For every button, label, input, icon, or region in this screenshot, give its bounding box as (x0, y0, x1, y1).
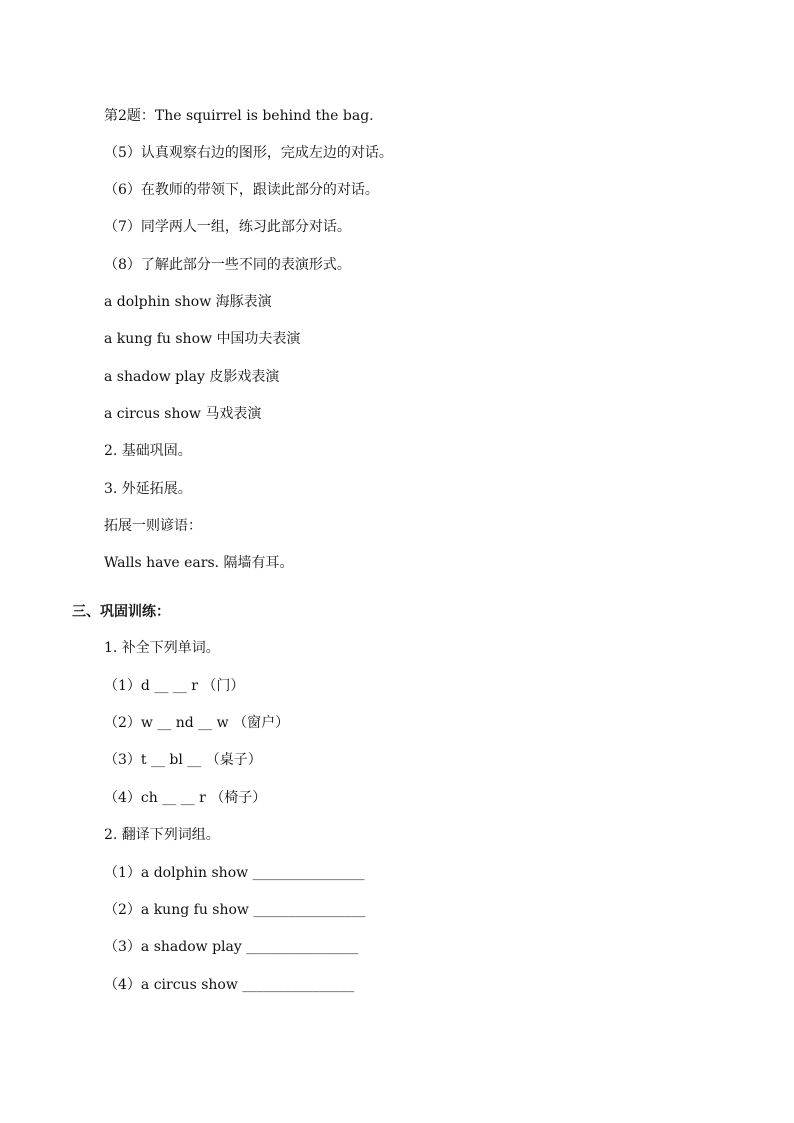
text-line: 拓展一则谚语： (104, 518, 202, 534)
exercise-item: （4）ch __ __ r （椅子） (104, 790, 267, 806)
text-line: （6）在教师的带领下，跟读此部分的对话。 (104, 182, 379, 198)
text-line: Walls have ears. 隔墙有耳。 (104, 555, 294, 571)
exercise-item: （3）t __ bl __ （桌子） (104, 752, 262, 768)
text-line: （5）认真观察右边的图形，完成左边的对话。 (104, 145, 393, 161)
exercise-item: （2）a kung fu show ________________ (104, 902, 366, 918)
text-line: （7）同学两人一组，练习此部分对话。 (104, 219, 351, 235)
exercise-item: （4）a circus show ________________ (104, 977, 355, 993)
exercise-item: （1）d __ __ r （门） (104, 678, 245, 694)
text-line: a kung fu show 中国功夫表演 (104, 331, 301, 347)
exercise-item: （3）a shadow play ________________ (104, 939, 359, 955)
text-line: a dolphin show 海豚表演 (104, 294, 272, 310)
exercise-item: （2）w __ nd __ w （窗户） (104, 715, 290, 731)
text-line: 1. 补全下列单词。 (104, 640, 220, 656)
exercise-item: （1）a dolphin show ________________ (104, 865, 365, 881)
text-line: 第2题：The squirrel is behind the bag. (104, 108, 374, 124)
text-line: （8）了解此部分一些不同的表演形式。 (104, 257, 351, 273)
text-line: 2. 翻译下列词组。 (104, 827, 220, 843)
text-line: a shadow play 皮影戏表演 (104, 369, 280, 385)
section-heading: 三、巩固训练： (72, 604, 170, 620)
text-line: a circus show 马戏表演 (104, 406, 262, 422)
text-line: 2. 基础巩固。 (104, 443, 192, 459)
text-line: 3. 外延拓展。 (104, 481, 192, 497)
